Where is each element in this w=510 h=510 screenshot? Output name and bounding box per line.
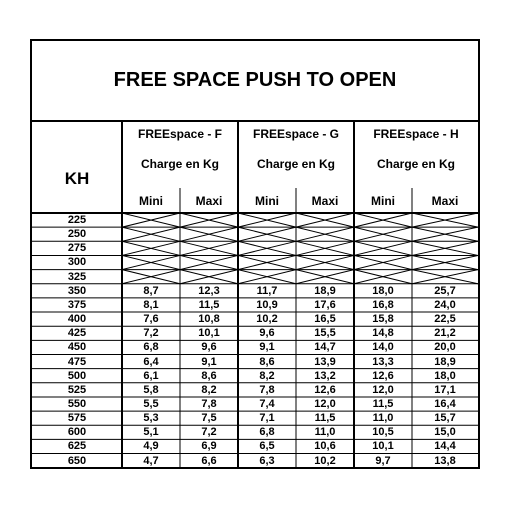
charge-value: 7,1 [259,412,275,425]
charge-value: 18,0 [372,284,394,297]
charge-value: 6,8 [143,341,159,354]
charge-value: 10,5 [372,426,394,439]
charge-value: 24,0 [434,298,456,311]
spec-sheet [30,39,480,469]
charge-value: 18,9 [314,284,336,297]
charge-value: 5,3 [143,412,159,425]
charge-value: 7,4 [259,397,275,410]
kh-value: 250 [67,228,87,241]
charge-value: 10,9 [256,298,278,311]
charge-value: 9,6 [201,341,217,354]
charge-value: 5,1 [143,426,159,439]
charge-value: 4,9 [143,440,159,453]
kh-value: 600 [67,426,87,439]
charge-value: 7,8 [259,383,275,396]
kh-value: 625 [67,440,87,453]
charge-value: 9,1 [201,355,217,368]
charge-value: 16,8 [372,298,394,311]
charge-value: 6,8 [259,426,275,439]
maxi-label: Maxi [195,194,223,208]
charge-value: 10,1 [372,440,394,453]
charge-value: 8,7 [143,284,159,297]
model-name: FREEspace - F [137,127,223,141]
charge-value: 13,3 [372,355,394,368]
mini-label: Mini [371,194,395,208]
charge-value: 8,2 [201,383,217,396]
mini-label: Mini [255,194,279,208]
charge-value: 11,0 [372,412,394,425]
kh-value: 225 [67,214,87,226]
charge-value: 6,6 [201,454,217,467]
charge-value: 13,2 [314,369,336,382]
charge-value: 5,8 [143,383,159,396]
charge-value: 12,0 [372,383,394,396]
model-name: FREEspace - G [252,127,340,141]
kh-header: KH [64,169,90,188]
kh-value: 550 [67,397,87,410]
charge-value: 4,7 [143,454,159,467]
charge-value: 11,5 [314,412,336,425]
charge-value: 17,6 [314,298,336,311]
kh-value: 275 [67,242,87,255]
maxi-label: Maxi [311,194,339,208]
kh-value: 425 [67,327,87,340]
kh-value: 350 [67,284,87,297]
charge-value: 22,5 [434,313,456,326]
charge-value: 7,2 [143,327,159,340]
charge-label: Charge en Kg [376,157,455,171]
charge-value: 6,5 [259,440,275,453]
charge-value: 14,0 [372,341,394,354]
charge-value: 8,2 [259,369,275,382]
charge-value: 6,1 [143,369,159,382]
kh-value: 525 [67,383,87,396]
kh-value: 375 [67,298,87,311]
charge-value: 7,5 [201,412,217,425]
charge-value: 9,7 [375,454,391,467]
mini-label: Mini [139,194,163,208]
kh-value: 300 [67,256,87,269]
charge-label: Charge en Kg [140,157,219,171]
kh-value: 325 [67,270,87,283]
charge-value: 7,8 [201,397,217,410]
charge-value: 7,6 [143,313,159,326]
kh-value: 650 [67,454,87,467]
charge-value: 18,0 [434,369,456,382]
charge-value: 12,0 [314,397,336,410]
charge-value: 6,9 [201,440,217,453]
charge-value: 10,6 [314,440,336,453]
kh-value: 575 [67,412,87,425]
charge-value: 12,6 [314,383,336,396]
charge-label: Charge en Kg [256,157,335,171]
charge-value: 14,8 [372,327,394,340]
charge-value: 13,8 [434,454,456,467]
charge-value: 8,1 [143,298,159,311]
kh-value: 475 [67,355,87,368]
charge-value: 10,1 [198,327,220,340]
charge-value: 6,3 [259,454,275,467]
charge-value: 11,7 [256,284,278,297]
charge-value: 21,2 [434,327,456,340]
charge-value: 11,0 [314,426,336,439]
charge-value: 14,7 [314,341,336,354]
charge-value: 15,5 [314,327,336,340]
charge-value: 8,6 [259,355,275,368]
charge-value: 6,4 [143,355,159,368]
charge-value: 7,2 [201,426,217,439]
charge-value: 10,2 [314,454,336,467]
maxi-label: Maxi [431,194,459,208]
charge-value: 10,8 [198,313,220,326]
charge-value: 20,0 [434,341,456,354]
charge-value: 5,5 [143,397,159,410]
charge-value: 9,1 [259,341,275,354]
kh-value: 450 [67,341,87,354]
charge-value: 10,2 [256,313,278,326]
charge-value: 11,5 [198,298,220,311]
charge-value: 17,1 [434,383,456,396]
charge-value: 9,6 [259,327,275,340]
charge-value: 13,9 [314,355,336,368]
kh-value: 500 [67,369,87,382]
charge-value: 16,4 [434,397,456,410]
model-name: FREEspace - H [373,127,459,141]
charge-value: 11,5 [372,397,394,410]
charge-value: 15,0 [434,426,456,439]
charge-value: 15,8 [372,313,394,326]
kh-value: 400 [67,313,87,326]
charge-value: 16,5 [314,313,336,326]
charge-value: 14,4 [434,440,456,453]
charge-value: 25,7 [434,284,456,297]
charge-value: 15,7 [434,412,456,425]
charge-value: 8,6 [201,369,217,382]
charge-value: 18,9 [434,355,456,368]
charge-value: 12,3 [198,284,220,297]
page-title: FREE SPACE PUSH TO OPEN [113,69,397,91]
charge-value: 12,6 [372,369,394,382]
